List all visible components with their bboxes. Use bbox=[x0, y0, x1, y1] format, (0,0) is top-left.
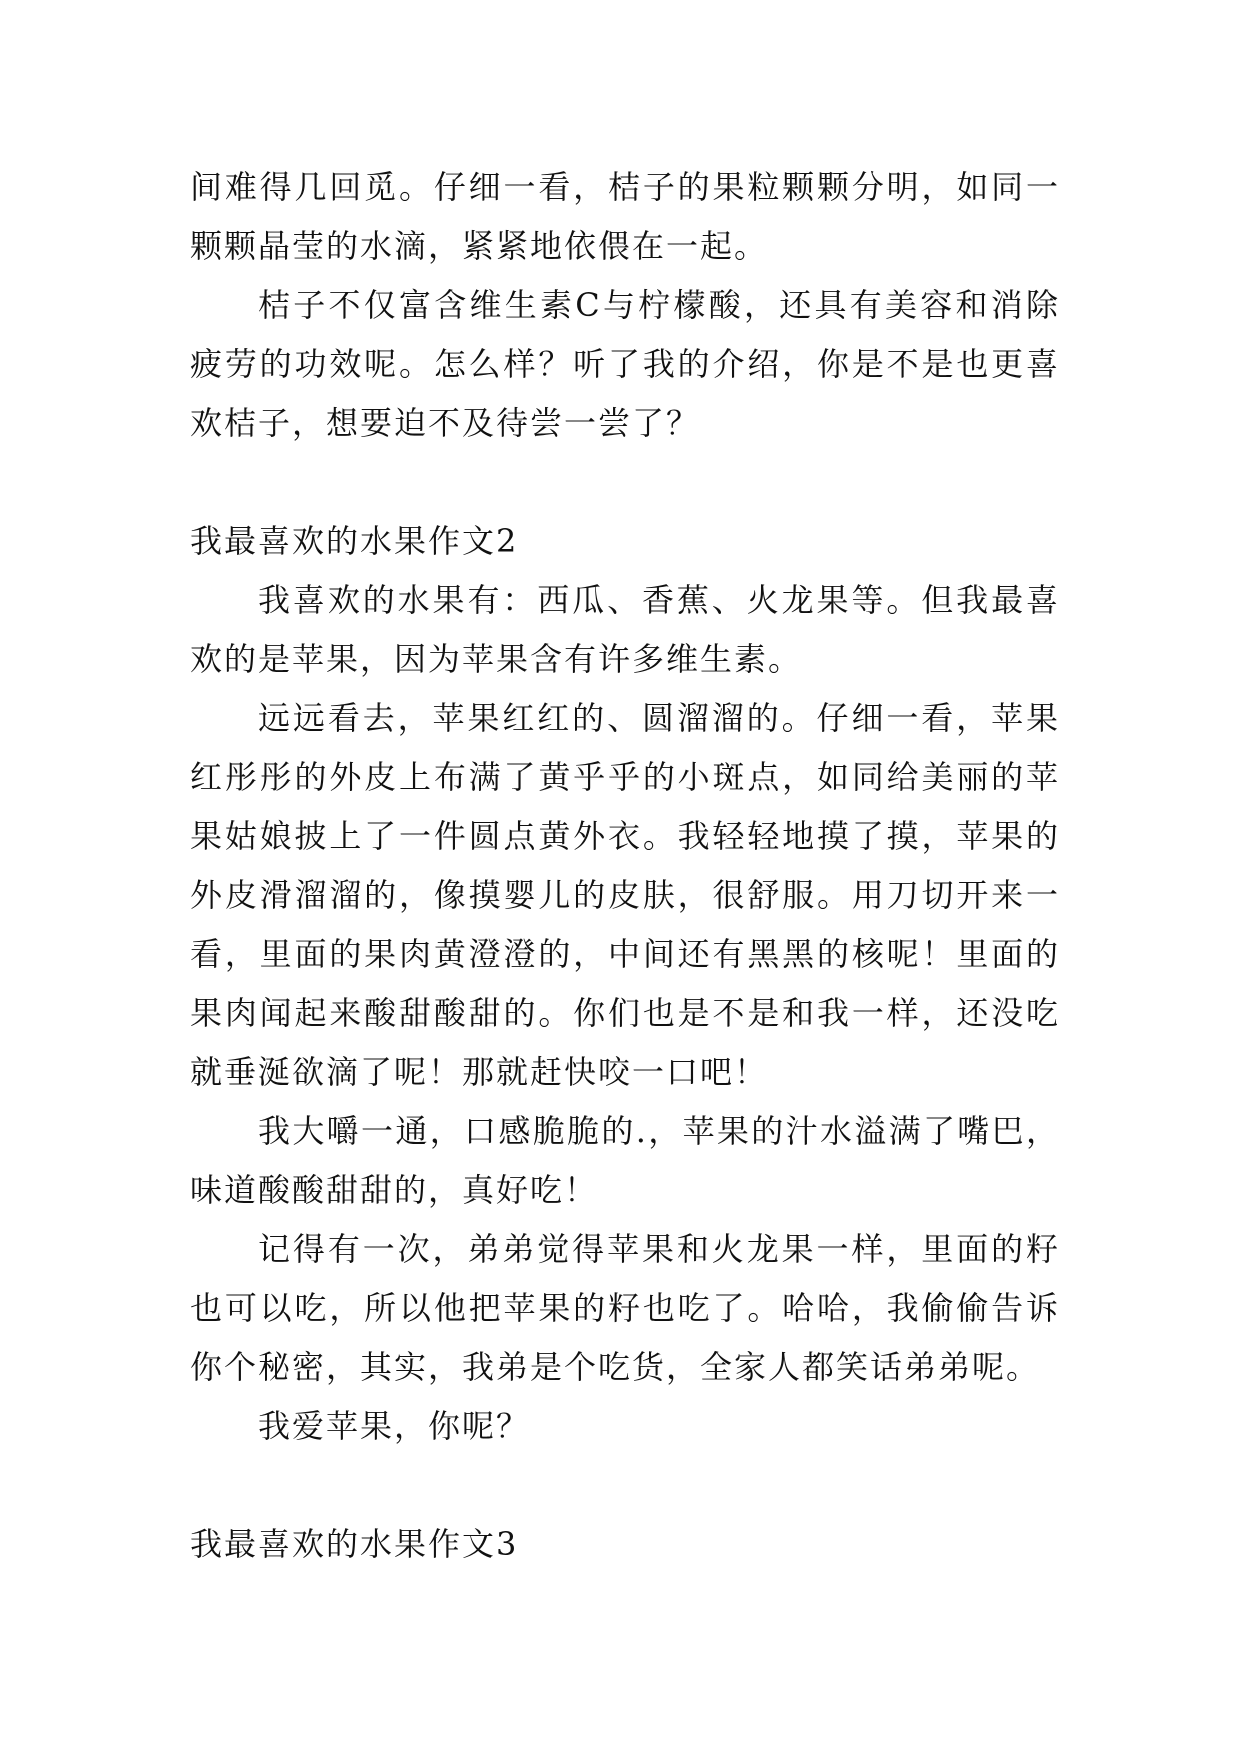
paragraph-continued: 间难得几回觅。仔细一看，桔子的果粒颗颗分明，如同一颗颗晶莹的水滴，紧紧地依偎在一起。 bbox=[190, 168, 1060, 265]
paragraph-brother-story: 记得有一次，弟弟觉得苹果和火龙果一样，里面的籽也可以吃，所以他把苹果的籽也吃了。哈哈，我偷偷告诉你个秘密，其实，我弟是个吃货，全家人都笑话弟弟呢。 bbox=[190, 1230, 1060, 1386]
paragraph-closing-question: 我爱苹果，你呢？ bbox=[258, 1407, 531, 1445]
paragraph-orange-benefits: 桔子不仅富含维生素C与柠檬酸，还具有美容和消除疲劳的功效呢。怎么样？听了我的介绍，你是不是也更喜欢桔子，想要迫不及待尝一尝了？ bbox=[190, 286, 1060, 442]
paragraph-favorite-fruits: 我喜欢的水果有：西瓜、香蕉、火龙果等。但我最喜欢的是苹果，因为苹果含有许多维生素。 bbox=[190, 581, 1060, 678]
paragraph-apple-taste: 我大嚼一通，口感脆脆的.，苹果的汁水溢满了嘴巴，味道酸酸甜甜的，真好吃！ bbox=[190, 1112, 1060, 1209]
section-gap bbox=[190, 1456, 1060, 1515]
paragraph-apple-description: 远远看去，苹果红红的、圆溜溜的。仔细一看，苹果红彤彤的外皮上布满了黄乎乎的小斑点，如同给美丽的苹果姑娘披上了一件圆点黄外衣。我轻轻地摸了摸，苹果的外皮滑溜溜的，像摸婴儿的皮肤，很舒服。用刀切开来一看，里面的果肉黄澄澄的，中间还有黑黑的核呢！里面的果肉闻起来酸甜酸甜的。你们也是不是和我一样，还没吃就垂涎欲滴了呢！那就赶快咬一口吧！ bbox=[190, 699, 1060, 1091]
section-heading-essay-3: 我最喜欢的水果作文3 bbox=[190, 1525, 519, 1563]
document-body bbox=[190, 158, 1060, 1574]
section-heading-essay-2: 我最喜欢的水果作文2 bbox=[190, 522, 519, 560]
section-gap bbox=[190, 453, 1060, 512]
